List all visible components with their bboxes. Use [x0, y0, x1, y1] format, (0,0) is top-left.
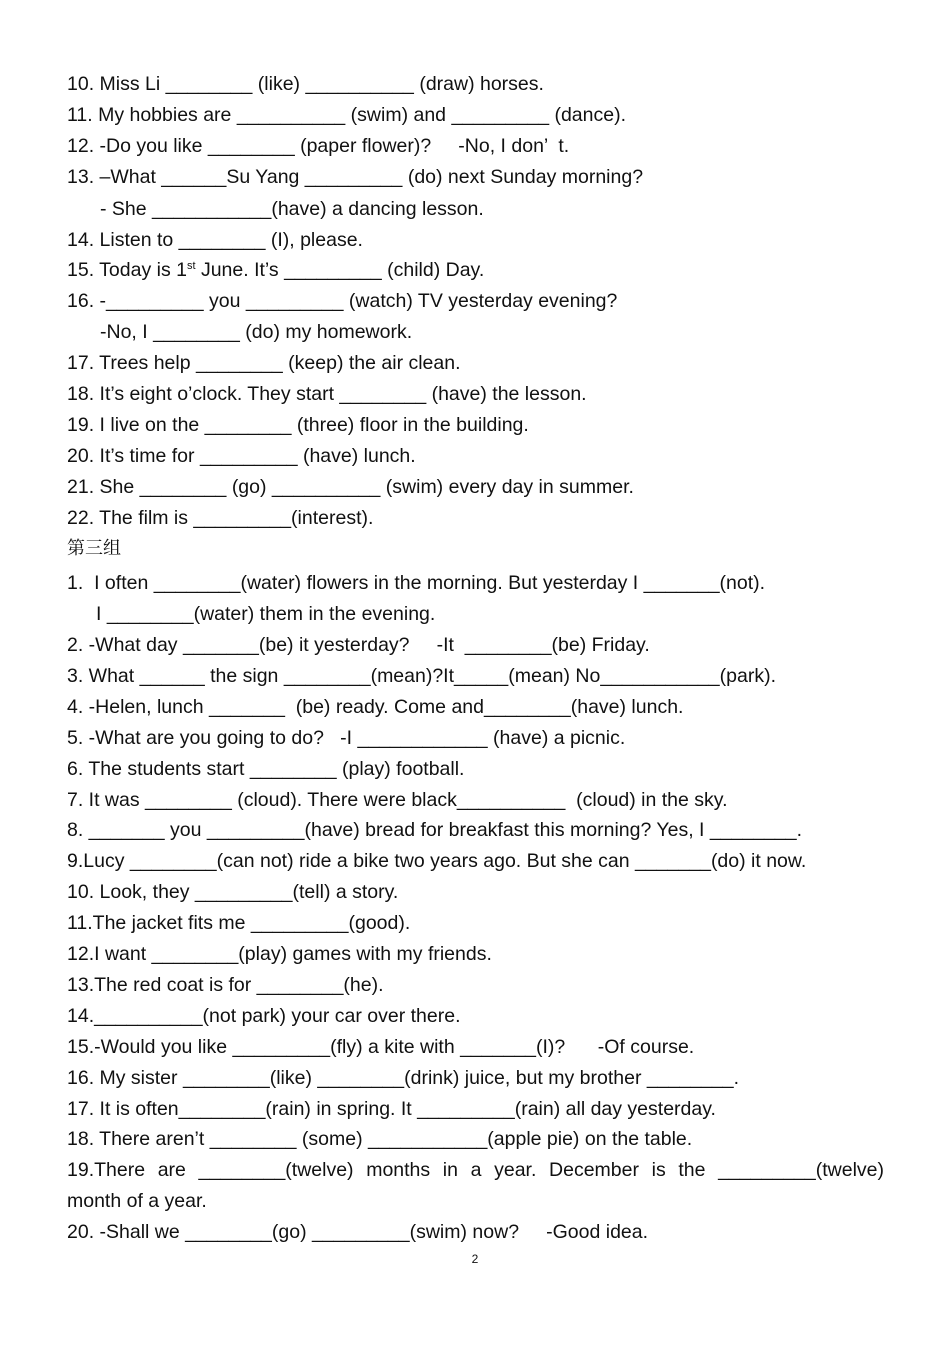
exercise-item-8: 8. _______ you _________(have) bread for breakfast this morning? Yes, I ________. — [67, 819, 803, 841]
exercise-item-15: 15.-Would you like _________(fly) a kite with _______(I)? -Of course. — [67, 1036, 695, 1058]
exercise-item-1-continued: I ________(water) them in the evening. — [96, 603, 436, 625]
item-15-prefix: 15. Today is 1 — [67, 259, 187, 281]
item-15-rest: It’s _________ (child) Day. — [254, 259, 485, 281]
exercise-item-7: 7. It was ________ (cloud). There were black__________ (cloud) in the sky. — [67, 789, 728, 811]
exercise-item-12: 12.I want ________(play) games with my friends. — [67, 943, 492, 965]
exercise-item-5: 5. -What are you going to do? -I ____________ (have) a picnic. — [67, 727, 626, 749]
item-15-mid: June. — [195, 259, 255, 281]
exercise-item-9: 9.Lucy ________(can not) ride a bike two years ago. But she can _______(do) it now. — [67, 850, 807, 872]
exercise-item-22: 22. The film is _________(interest). — [67, 507, 374, 529]
ordinal-superscript: st — [186, 260, 196, 272]
exercise-item-13: 13. –What ______Su Yang _________ (do) next Sunday morning? — [67, 166, 644, 188]
page-number: 2 — [471, 1252, 479, 1266]
exercise-item-6: 6. The students start ________ (play) football. — [67, 758, 465, 780]
exercise-item-19: 19. I live on the ________ (three) floor in the building. — [67, 414, 529, 436]
exercise-item-1: 1. I often ________(water) flowers in the morning. But yesterday I _______(not). — [67, 572, 766, 594]
exercise-item-20: 20. It’s time for _________ (have) lunch. — [67, 445, 416, 467]
exercise-item-13: 13.The red coat is for ________(he). — [67, 974, 384, 996]
exercise-item-21: 21. She ________ (go) __________ (swim) every day in summer. — [67, 476, 634, 498]
exercise-item-19: 19.There are ________(twelve) months in a year. December is the _________(twelve) — [67, 1159, 884, 1181]
exercise-item-12: 12. -Do you like ________ (paper flower)? -No, I don’ t. — [67, 135, 570, 157]
exercise-item-11: 11. My hobbies are __________ (swim) and _________ (dance). — [67, 104, 627, 126]
exercise-item-16: 16. My sister ________(like) ________(drink) juice, but my brother ________. — [67, 1067, 740, 1089]
section-heading: 第三组 — [67, 538, 121, 559]
exercise-item-18: 18. It’s eight o’clock. They start ________ (have) the lesson. — [67, 383, 587, 405]
exercise-item-19-continued: month of a year. — [67, 1190, 207, 1212]
exercise-item-3: 3. What ______ the sign ________(mean)?It_____(mean) No___________(park). — [67, 665, 776, 687]
exercise-item-17: 17. It is often________(rain) in spring. It _________(rain) all day yesterday. — [67, 1098, 716, 1120]
exercise-item-10: 10. Miss Li ________ (like) __________ (draw) horses. — [67, 73, 544, 95]
exercise-item-14: 14. Listen to ________ (I), please. — [67, 229, 363, 251]
exercise-item-17: 17. Trees help ________ (keep) the air clean. — [67, 352, 461, 374]
exercise-item-15 — [67, 258, 910, 282]
exercise-item-20: 20. -Shall we ________(go) _________(swim) now? -Good idea. — [67, 1221, 649, 1243]
exercise-item-13-answer: - She ___________(have) a dancing lesson. — [100, 198, 484, 220]
exercise-item-18: 18. There aren’t ________ (some) ___________(apple pie) on the table. — [67, 1128, 693, 1150]
exercise-item-14: 14.__________(not park) your car over there. — [67, 1005, 461, 1027]
exercise-item-11: 11.The jacket fits me _________(good). — [67, 912, 411, 934]
exercise-item-4: 4. -Helen, lunch _______ (be) ready. Come and________(have) lunch. — [67, 696, 684, 718]
exercise-item-10: 10. Look, they _________(tell) a story. — [67, 881, 399, 903]
exercise-item-16-answer: -No, I ________ (do) my homework. — [100, 321, 413, 343]
exercise-item-16: 16. -_________ you _________ (watch) TV yesterday evening? — [67, 290, 618, 312]
exercise-item-2: 2. -What day _______(be) it yesterday? -It ________(be) Friday. — [67, 634, 650, 656]
